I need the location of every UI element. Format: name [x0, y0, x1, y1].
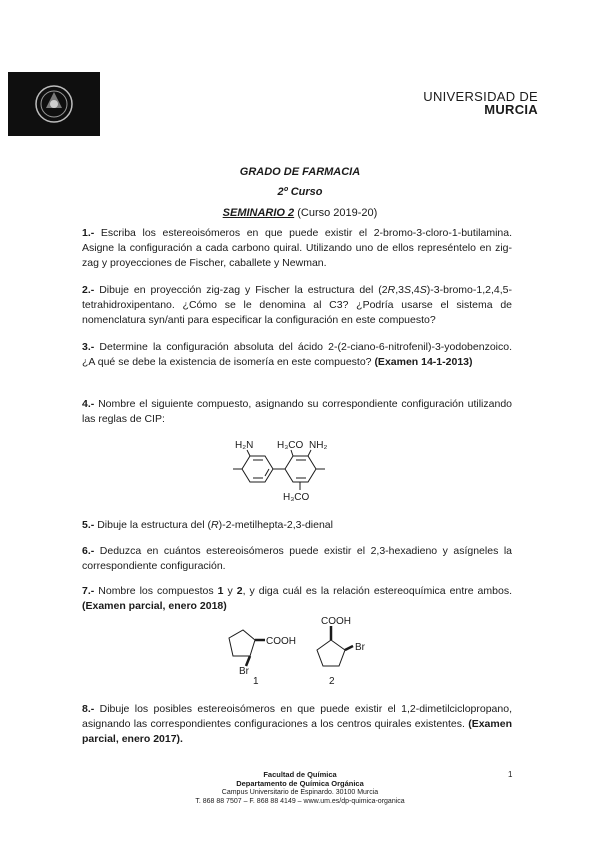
question-2 — [82, 283, 512, 328]
question-text: )-2-metilhepta-2,3-dienal — [218, 519, 333, 531]
config-s: S — [404, 284, 412, 296]
config-r: R — [387, 284, 396, 296]
label-h3co-bottom: H₃CO — [283, 492, 310, 503]
page-number: 1 — [508, 770, 513, 779]
label-nh2: NH₂ — [309, 440, 328, 451]
question-number: 5.- — [82, 519, 95, 531]
seminar-label: SEMINARIO 2 — [222, 207, 295, 219]
config-r: R — [211, 519, 219, 531]
label-br-2: Br — [355, 642, 365, 653]
label-h2n: H₂N — [235, 440, 254, 451]
compound-1-ref: 1 — [217, 585, 224, 597]
footer-address: Campus Universitario de Espinardo. 30100 Murcia — [221, 789, 379, 796]
question-1 — [82, 226, 512, 271]
question-text: Escriba los estereoisómeros en que puede existir el 2-bromo-3-cloro-1-butilamina. Asigne la configuración a cada carbono quiral. Utilizando uno de ellos represéntelo en zig-zag y proyecciones de Fischer, caballete y Newman. — [82, 227, 512, 269]
question-text: Deduzca en cuántos estereoisómeros puede existir el 2,3-hexadieno y asígneles la correspondiente configuración. — [82, 545, 512, 572]
seal-emblem-icon — [34, 78, 74, 130]
question-text: Dibuje en proyección zig-zag y Fischer la estructura del (2 — [99, 284, 388, 296]
question-text: , y diga cuál es la relación estereoquímica entre ambos. — [242, 585, 512, 597]
label-cooh-1: COOH — [266, 636, 296, 647]
question-6 — [82, 544, 512, 574]
question-text: ,3 — [395, 284, 404, 296]
question-4 — [82, 397, 512, 427]
university-name — [423, 90, 538, 116]
compound-1 — [215, 618, 305, 688]
question-5 — [82, 518, 512, 533]
question-number: 3.- — [82, 341, 95, 353]
label-br-1: Br — [239, 666, 249, 677]
question-text: ,4 — [411, 284, 420, 296]
label-h3co-top: H₃CO — [277, 440, 304, 451]
seminar-title — [0, 207, 600, 219]
question-text: Dibuje los posibles estereoisómeros en que puede existir el 1,2-dimetilciclopropano, asignando las correspondientes configuraciones a los centros quirales existentes. — [82, 703, 512, 730]
university-seal — [8, 72, 100, 136]
compound-number-1: 1 — [253, 676, 259, 687]
question-text: Determine la configuración absoluta del ácido 2-(2-ciano-6-nitrofenil)-3-yodobenzoico. ¿A qué se debe la existencia de isomería en este compuesto? — [82, 341, 513, 368]
compound-2 — [305, 610, 385, 688]
compound-number-2: 2 — [329, 676, 335, 687]
question-text: Dibuje la estructura del ( — [97, 519, 211, 531]
question-number: 8.- — [82, 703, 95, 715]
footer-faculty: Facultad de Química — [263, 770, 337, 779]
question-number: 2.- — [82, 284, 95, 296]
seminar-year: (Curso 2019-20) — [297, 207, 378, 219]
question-text: Nombre el siguiente compuesto, asignando su correspondiente configuración utilizando las reglas de CIP: — [82, 398, 512, 425]
molecule-q4 — [225, 432, 365, 508]
course-title: 2º Curso — [277, 186, 323, 198]
question-number: 6.- — [82, 545, 95, 557]
exam-reference: (Examen parcial, enero 2018) — [82, 600, 227, 612]
label-cooh-2: COOH — [321, 616, 351, 627]
question-3 — [82, 340, 512, 370]
exam-reference: (Examen 14-1-2013) — [374, 356, 473, 368]
exam-reference: (Examen parcial, enero 2017). — [82, 718, 512, 745]
config-s: S — [419, 284, 427, 296]
footer-contact: T. 868 88 7507 – F. 868 88 4149 – www.um.es/dp-quimica-organica — [195, 798, 405, 805]
question-number: 4.- — [82, 398, 95, 410]
question-text: y — [223, 585, 237, 597]
question-text: )-3-bromo-1,2,4,5-tetrahidroxipentano. ¿Cómo se le denomina al C3? ¿Podría usarse el sistema de nomenclatura syn/anti para especificar la configuración en este compuesto? — [82, 284, 512, 326]
compound-2-ref: 2 — [236, 585, 243, 597]
question-number: 7.- — [82, 585, 95, 597]
university-line2: MURCIA — [484, 102, 538, 117]
university-line1: UNIVERSIDAD DE — [423, 89, 538, 104]
question-8 — [82, 702, 512, 747]
question-7 — [82, 584, 512, 614]
question-number: 1.- — [82, 227, 95, 239]
footer-department: Departamento de Química Orgánica — [236, 779, 364, 788]
question-text: Nombre los compuestos — [98, 585, 218, 597]
degree-title: GRADO DE FARMACIA — [239, 166, 361, 178]
